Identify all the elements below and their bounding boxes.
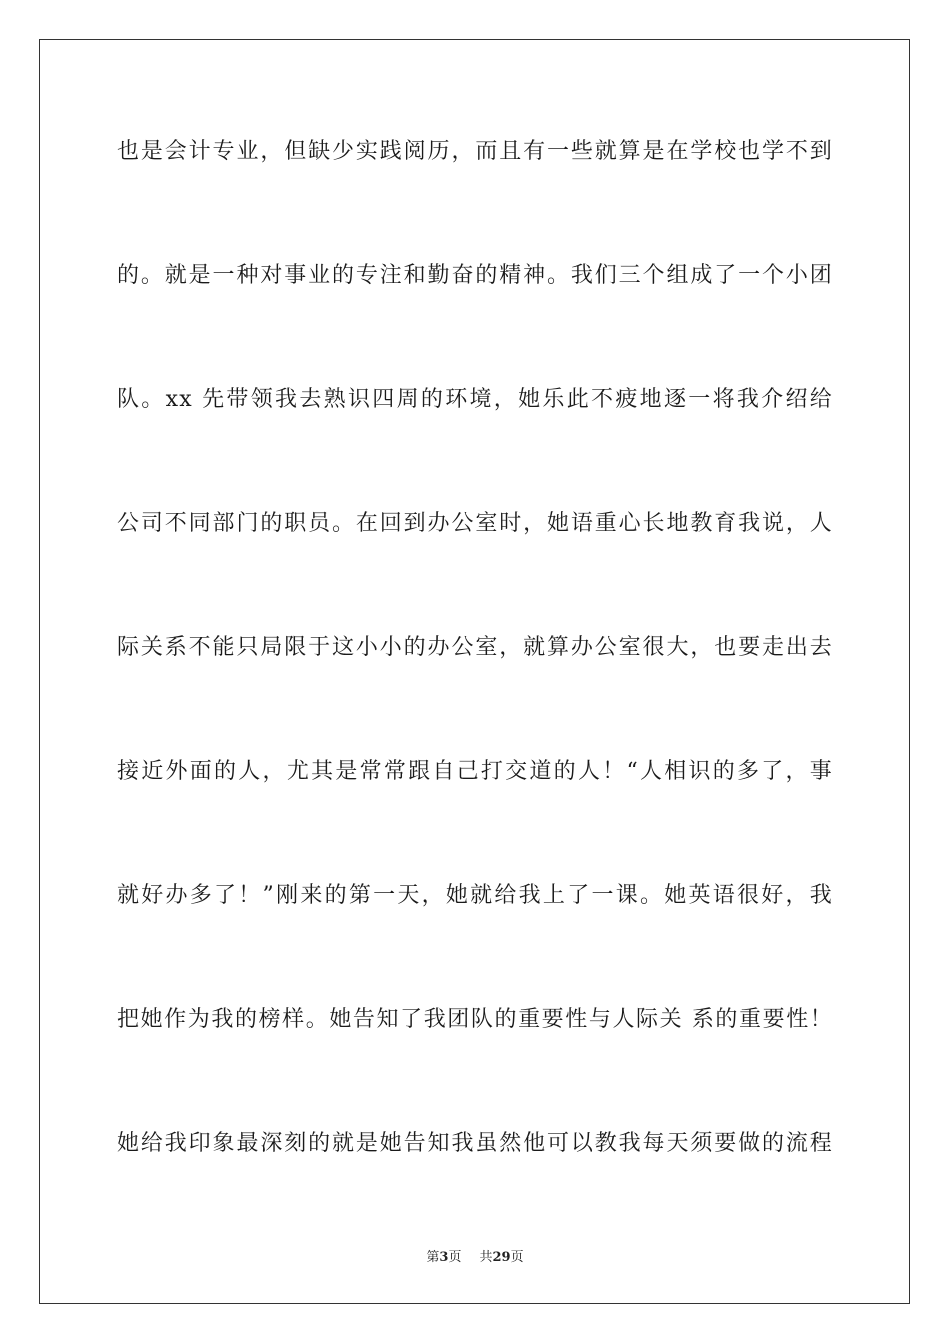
text-line-9: 她给我印象最深刻的就是她告知我虽然他可以教我每天须要做的流程 — [117, 1131, 833, 1156]
document-body — [117, 128, 833, 1244]
page-number: 3 — [439, 1250, 449, 1265]
text-line-5: 际关系不能只局限于这小小的办公室，就算办公室很大，也要走出去 — [117, 635, 833, 660]
page-footer — [0, 1246, 950, 1265]
text-line-4: 公司不同部门的职员。在回到办公室时，她语重心长地教育我说，人 — [117, 511, 833, 536]
total-pages: 29 — [492, 1250, 511, 1265]
text-line-2: 的。就是一种对事业的专注和勤奋的精神。我们三个组成了一个小团 — [117, 263, 833, 288]
total-prefix: 共 — [479, 1250, 493, 1265]
text-line-6: 接近外面的人，尤其是常常跟自己打交道的人！“人相识的多了，事 — [117, 759, 833, 784]
text-line-7: 就好办多了！”刚来的第一天，她就给我上了一课。她英语很好，我 — [117, 883, 833, 908]
page-suffix: 页 — [448, 1250, 462, 1265]
text-line-3: 队。xx 先带领我去熟识四周的环境，她乐此不疲地逐一将我介绍给 — [117, 387, 833, 412]
text-line-8: 把她作为我的榜样。她告知了我团队的重要性与人际关 系的重要性！ — [117, 1007, 833, 1032]
total-suffix: 页 — [510, 1250, 524, 1265]
page-prefix: 第 — [426, 1250, 440, 1265]
text-line-1: 也是会计专业，但缺少实践阅历，而且有一些就算是在学校也学不到 — [117, 139, 833, 164]
